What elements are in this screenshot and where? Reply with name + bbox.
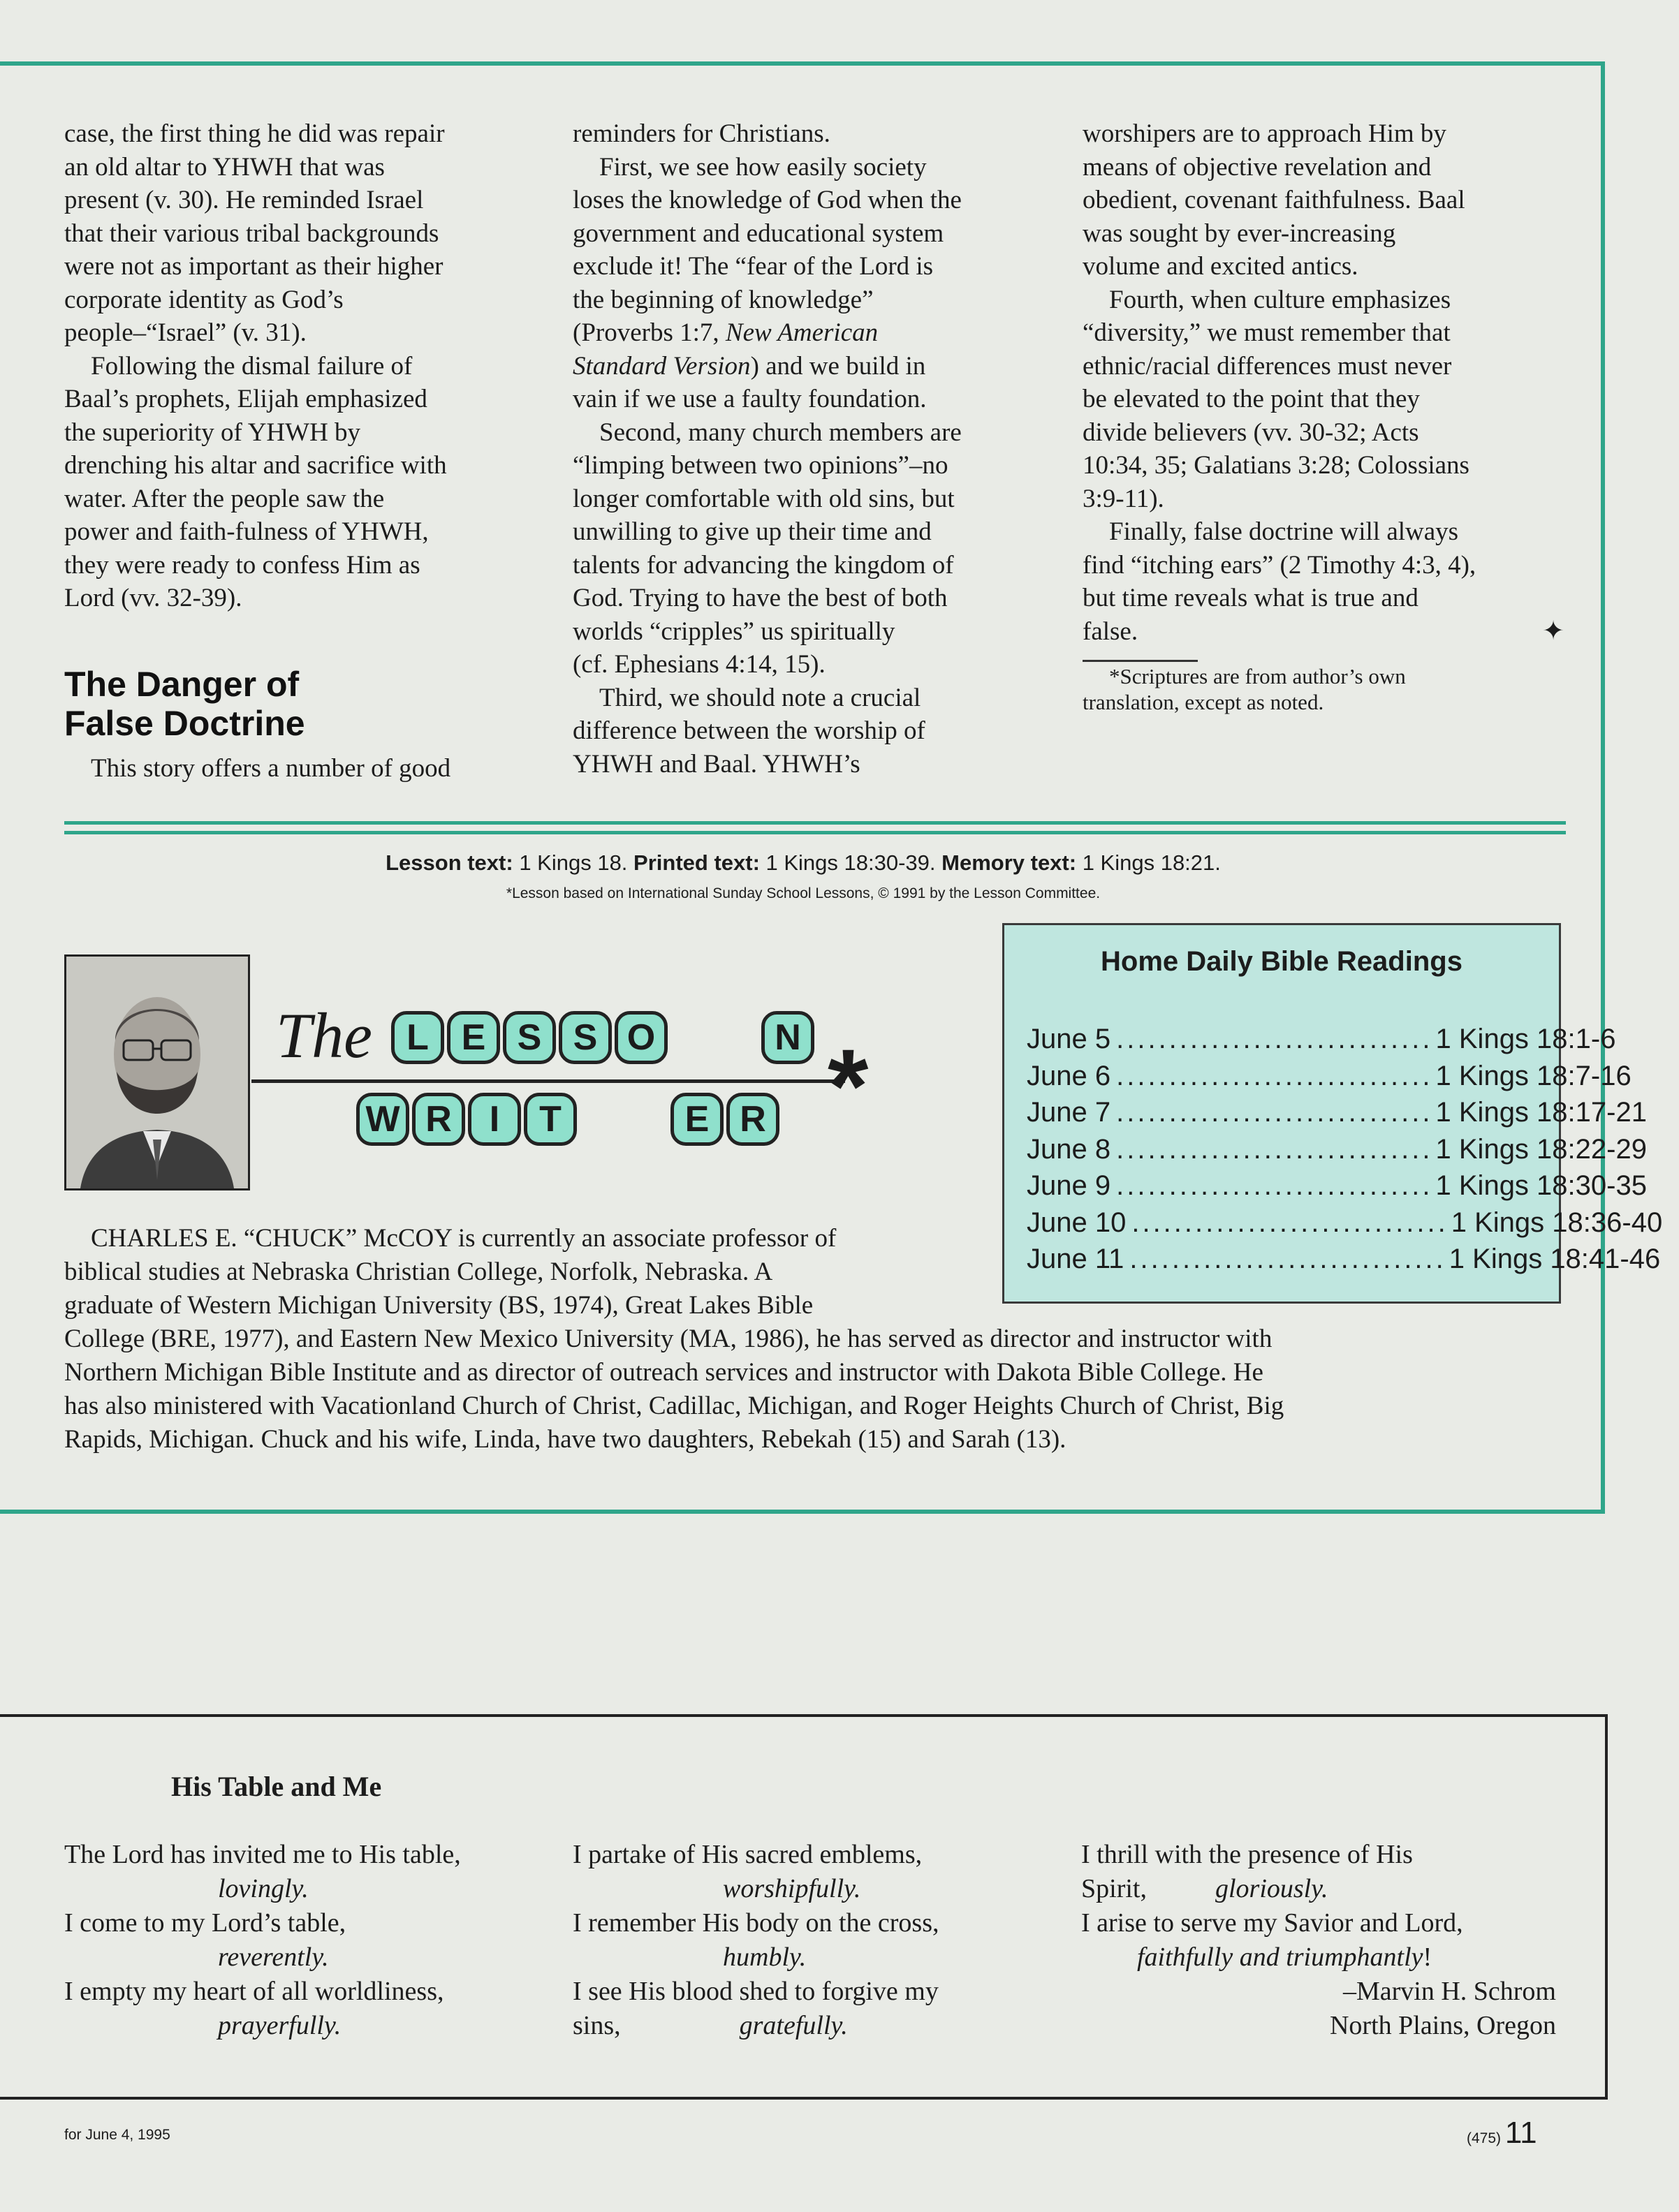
col1-line: they were ready to confess Him as bbox=[64, 550, 420, 580]
reading-date: June 5 bbox=[1027, 1024, 1111, 1054]
page-code: (475) bbox=[1467, 2130, 1502, 2146]
col2-line: First, we see how easily society bbox=[599, 152, 927, 182]
poem-column-2 bbox=[573, 1838, 1062, 2043]
reading-row bbox=[1027, 1131, 1647, 1167]
poem-line: I see His blood shed to forgive my bbox=[573, 1977, 939, 2006]
reading-ref: 1 Kings 18:30-35 bbox=[1435, 1170, 1647, 1201]
reading-date: June 8 bbox=[1027, 1133, 1111, 1165]
col3-line: 10:34, 35; Galatians 3:28; Colossians bbox=[1083, 451, 1469, 480]
col1-line: Baal’s prophets, Elijah emphasized bbox=[64, 385, 427, 413]
poem-line: I partake of His sacred emblems, bbox=[573, 1840, 923, 1869]
poem-adverb: lovingly. bbox=[218, 1874, 309, 1903]
asterisk-icon: * bbox=[828, 1027, 869, 1144]
lesson-label: Lesson text: bbox=[386, 850, 513, 875]
col1-line: that their various tribal backgrounds bbox=[64, 219, 439, 248]
col1-line: water. After the people saw the bbox=[64, 484, 385, 513]
reading-ref: 1 Kings 18:41-46 bbox=[1449, 1244, 1661, 1274]
col1-line: corporate identity as God’s bbox=[64, 285, 344, 314]
reading-row bbox=[1027, 1094, 1647, 1130]
col3-line: 3:9-11). bbox=[1083, 484, 1164, 513]
footnote-rule bbox=[1083, 660, 1198, 662]
col2-line: exclude it! The “fear of the Lord is bbox=[573, 252, 934, 281]
memory-value: 1 Kings 18:21. bbox=[1076, 850, 1221, 875]
poem-column-3 bbox=[1081, 1838, 1556, 2043]
poem-adverb: humbly. bbox=[723, 1942, 807, 1972]
col3-line: Finally, false doctrine will always bbox=[1109, 517, 1459, 546]
letter-tile: W bbox=[356, 1093, 409, 1146]
poem-text: Spirit, bbox=[1081, 1874, 1147, 1903]
printed-label: Printed text: bbox=[633, 850, 760, 875]
letter-tile: R bbox=[412, 1093, 465, 1146]
letter-tile: L bbox=[391, 1011, 444, 1064]
col1-line: This story offers a number of good bbox=[91, 754, 451, 783]
lesson-note: *Lesson based on International Sunday School Lessons, © 1991 by the Lesson Committee. bbox=[506, 885, 1101, 901]
section-heading bbox=[64, 665, 305, 743]
col2-line: worlds “cripples” us spiritually bbox=[573, 617, 895, 646]
col2-line: talents for advancing the kingdom of bbox=[573, 550, 954, 580]
reading-row bbox=[1027, 1021, 1616, 1057]
author-bio bbox=[64, 1222, 1552, 1457]
author-photo bbox=[64, 954, 250, 1190]
col1-line: drenching his altar and sacrifice with bbox=[64, 451, 447, 480]
writer-graphic-line bbox=[251, 1079, 845, 1083]
reading-leader: .............................. bbox=[1116, 1133, 1433, 1165]
bio-line: CHARLES E. “CHUCK” McCOY is currently an associate professor of bbox=[91, 1224, 837, 1253]
poem-adverb: worshipfully. bbox=[723, 1874, 861, 1903]
col3-line: obedient, covenant faithfulness. Baal bbox=[1083, 186, 1465, 214]
poem-column-1 bbox=[64, 1838, 553, 2043]
col1-line: case, the first thing he did was repair bbox=[64, 119, 445, 148]
reading-ref: 1 Kings 18:17-21 bbox=[1435, 1097, 1647, 1128]
poem-line: I arise to serve my Savior and Lord, bbox=[1081, 1908, 1463, 1938]
poem-title: His Table and Me bbox=[171, 1771, 382, 1802]
bio-line: Rapids, Michigan. Chuck and his wife, Linda, have two daughters, Rebekah (15) and Sarah (13). bbox=[64, 1425, 1066, 1454]
poem-line: I thrill with the presence of His bbox=[1081, 1840, 1413, 1869]
bio-line: College (BRE, 1977), and Eastern New Mexico University (MA, 1986), he has served as director and instructor with bbox=[64, 1325, 1273, 1353]
section-divider bbox=[64, 831, 1566, 834]
poem-adverb: reverently. bbox=[218, 1942, 329, 1972]
col2-line bbox=[573, 350, 1055, 383]
letter-tile: S bbox=[503, 1011, 556, 1064]
section-divider bbox=[64, 821, 1566, 825]
col3-line: worshipers are to approach Him by bbox=[1083, 119, 1446, 148]
poem-text: sins, bbox=[573, 2011, 621, 2040]
col1-line: present (v. 30). He reminded Israel bbox=[64, 186, 424, 214]
col2-line: God. Trying to have the best of both bbox=[573, 584, 948, 612]
col2-text: ) and we build in bbox=[750, 351, 926, 381]
col1-line: the superiority of YHWH by bbox=[64, 418, 361, 447]
col3-line bbox=[1083, 615, 1571, 649]
col3-line: be elevated to the point that they bbox=[1083, 385, 1420, 413]
article-column-3 bbox=[1083, 117, 1571, 648]
letter-tile: N bbox=[761, 1011, 814, 1064]
col1-line: people–“Israel” (v. 31). bbox=[64, 318, 307, 347]
reading-leader: .............................. bbox=[1116, 1024, 1433, 1054]
col3-line: means of objective revelation and bbox=[1083, 152, 1432, 182]
col2-line: government and educational system bbox=[573, 219, 944, 248]
bio-line: graduate of Western Michigan University (BS, 1974), Great Lakes Bible bbox=[64, 1291, 814, 1320]
italic-text: Standard Version bbox=[573, 351, 751, 381]
bio-line: has also ministered with Vacationland Church of Christ, Cadillac, Michigan, and Roger Heights Church of Christ, Big bbox=[64, 1392, 1284, 1420]
poem-author: –Marvin H. Schrom bbox=[1342, 1977, 1556, 2006]
col2-text: (Proverbs 1:7, bbox=[573, 318, 726, 347]
poem-adverb: gratefully. bbox=[739, 2011, 848, 2040]
readings-title: Home Daily Bible Readings bbox=[1101, 946, 1462, 977]
lesson-value: 1 Kings 18. bbox=[513, 850, 634, 875]
reading-ref: 1 Kings 18:22-29 bbox=[1435, 1133, 1647, 1165]
letter-tile: I bbox=[468, 1093, 521, 1146]
writer-title-the: The bbox=[276, 1000, 372, 1071]
col2-line: difference between the worship of bbox=[573, 716, 925, 745]
col2-line: vain if we use a faulty foundation. bbox=[573, 385, 927, 413]
footnote-line: *Scriptures are from author’s own bbox=[1109, 664, 1406, 688]
poem-line bbox=[1081, 1872, 1556, 1906]
reading-ref: 1 Kings 18:1-6 bbox=[1435, 1024, 1616, 1054]
col2-line: Second, many church members are bbox=[599, 418, 962, 447]
col3-line: divide believers (vv. 30-32; Acts bbox=[1083, 418, 1419, 447]
poem-adverb: prayerfully. bbox=[218, 2011, 342, 2040]
poem-line: I remember His body on the cross, bbox=[573, 1908, 939, 1938]
col3-line: ethnic/racial differences must never bbox=[1083, 351, 1452, 381]
reading-leader: .............................. bbox=[1116, 1060, 1433, 1091]
bio-line: biblical studies at Nebraska Christian College, Norfolk, Nebraska. A bbox=[64, 1258, 773, 1286]
reading-leader: .............................. bbox=[1129, 1244, 1446, 1274]
bio-line: Northern Michigan Bible Institute and as director of outreach services and instructor with Dakota Bible College. He bbox=[64, 1358, 1263, 1387]
printed-value: 1 Kings 18:30-39. bbox=[759, 850, 942, 875]
reading-leader: .............................. bbox=[1116, 1170, 1433, 1201]
col2-line: longer comfortable with old sins, but bbox=[573, 484, 955, 513]
col2-line: the beginning of knowledge” bbox=[573, 285, 874, 314]
memory-label: Memory text: bbox=[941, 850, 1077, 875]
col3-line: was sought by ever-increasing bbox=[1083, 219, 1396, 248]
col2-line: unwilling to give up their time and bbox=[573, 517, 932, 546]
col1-line: Lord (vv. 32-39). bbox=[64, 584, 242, 612]
col3-line: find “itching ears” (2 Timothy 4:3, 4), bbox=[1083, 550, 1476, 580]
reading-date: June 11 bbox=[1027, 1244, 1124, 1274]
author-portrait-icon bbox=[66, 957, 248, 1188]
col1-line: power and faith-fulness of YHWH, bbox=[64, 517, 429, 546]
col1-line: were not as important as their higher bbox=[64, 252, 443, 281]
end-mark-icon: ✦ bbox=[1542, 616, 1564, 646]
col3-line: volume and excited antics. bbox=[1083, 252, 1358, 281]
reading-row bbox=[1027, 1058, 1632, 1094]
col2-line: (cf. Ephesians 4:14, 15). bbox=[573, 650, 826, 679]
reading-date: June 7 bbox=[1027, 1097, 1111, 1128]
poem-line: I empty my heart of all worldliness, bbox=[64, 1977, 444, 2006]
article-column-1 bbox=[64, 117, 539, 615]
col2-line: Third, we should note a crucial bbox=[599, 683, 921, 712]
col1-line: Following the dismal failure of bbox=[91, 351, 413, 381]
col2-line: reminders for Christians. bbox=[573, 119, 830, 148]
col3-text: false. bbox=[1083, 617, 1138, 646]
col3-line: Fourth, when culture emphasizes bbox=[1109, 285, 1451, 314]
article-column-1-continued bbox=[64, 752, 539, 786]
article-column-2 bbox=[573, 117, 1055, 781]
poem-line: The Lord has invited me to His table, bbox=[64, 1840, 461, 1869]
page-num: 11 bbox=[1504, 2116, 1537, 2150]
reading-leader: .............................. bbox=[1131, 1207, 1449, 1238]
col1-line: an old altar to YHWH that was bbox=[64, 152, 385, 182]
heading-line: The Danger of bbox=[64, 665, 300, 704]
reading-date: June 9 bbox=[1027, 1170, 1111, 1201]
reading-date: June 10 bbox=[1027, 1207, 1127, 1238]
heading-line: False Doctrine bbox=[64, 704, 305, 743]
letter-tile: T bbox=[524, 1093, 577, 1146]
letter-tile: R bbox=[726, 1093, 779, 1146]
page-number bbox=[1467, 2116, 1537, 2151]
col2-line: “limping between two opinions”–no bbox=[573, 451, 948, 480]
letter-tile: S bbox=[559, 1011, 612, 1064]
poem-place: North Plains, Oregon bbox=[1329, 2011, 1556, 2040]
poem-adverb: faithfully and triumphantly bbox=[1137, 1942, 1423, 1972]
col3-line: “diversity,” we must remember that bbox=[1083, 318, 1451, 347]
col3-line: but time reveals what is true and bbox=[1083, 584, 1418, 612]
poem-text: ! bbox=[1423, 1942, 1432, 1972]
reading-leader: .............................. bbox=[1116, 1097, 1433, 1128]
letter-tile: O bbox=[615, 1011, 668, 1064]
footnote bbox=[1083, 663, 1571, 715]
reading-row bbox=[1027, 1167, 1647, 1204]
col2-line: loses the knowledge of God when the bbox=[573, 186, 962, 214]
reading-date: June 6 bbox=[1027, 1060, 1111, 1091]
letter-tile: E bbox=[447, 1011, 500, 1064]
lesson-text-info bbox=[0, 850, 1606, 876]
reading-ref: 1 Kings 18:36-40 bbox=[1451, 1207, 1663, 1238]
letter-tile: E bbox=[670, 1093, 724, 1146]
footnote-line: translation, except as noted. bbox=[1083, 690, 1324, 714]
italic-text: New American bbox=[725, 318, 879, 347]
poem-line bbox=[573, 2009, 1062, 2043]
poem-adverb: gloriously. bbox=[1215, 1874, 1328, 1903]
col2-line bbox=[573, 316, 1055, 350]
poem-line: I come to my Lord’s table, bbox=[64, 1908, 346, 1938]
issue-date: for June 4, 1995 bbox=[64, 2127, 170, 2143]
col2-line: YHWH and Baal. YHWH’s bbox=[573, 749, 860, 779]
poem-line bbox=[1081, 1940, 1556, 1975]
reading-ref: 1 Kings 18:7-16 bbox=[1435, 1060, 1632, 1091]
